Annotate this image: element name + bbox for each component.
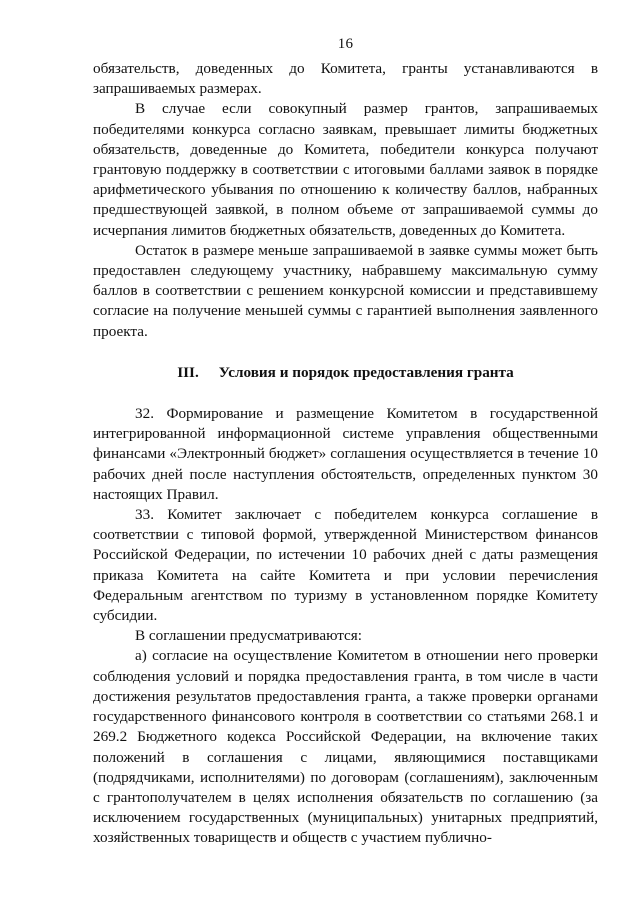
paragraph-grant-distribution: В случае если совокупный размер грантов, запрашиваемых победителями конкурса согласно заявкам, превышает лимиты бюджетных обязательств, доведенные до Комитета, победители конкурса получают грантовую поддержку в соответствии с итоговыми баллами заявок в порядке арифметического убывания по отношению к количеству баллов, набранных предшествующей заявкой, в полном объеме от запрашиваемой суммы до исчерпания лимитов бюджетных обязательств, доведенных до Комитета. <box>93 100 598 239</box>
paragraph-item-a: а) согласие на осуществление Комитетом в отношении него проверки соблюдения условий и порядка предоставления гранта, в том числе в части достижения результатов предоставления гранта, а также проверки органами государственного финансового контроля в соответствии со статьями 268.1 и 269.2 Бюджетного кодекса Российской Федерации, на включение таких положений в соглашения с лицами, являющимися поставщиками (подрядчиками, исполнителями) по договорам (соглашениям), заключенным с грантополучателем в целях исполнения обязательств по соглашению (за исключением государственных (муниципальных) унитарных предприятий, хозяйственных товариществ и обществ с участием публично- <box>93 647 598 847</box>
section-heading <box>93 363 598 383</box>
section-title: Условия и порядок предоставления гранта <box>218 363 514 381</box>
page-number: 16 <box>337 36 354 52</box>
section-number: III. <box>177 363 199 381</box>
paragraph-agreement-intro: В соглашении предусматриваются: <box>135 627 363 645</box>
paragraph-33: 33. Комитет заключает с победителем конкурса соглашение в соответствии с типовой формой, утвержденной Министерством финансов Российской Федерации, по истечении 10 рабочих дней с даты размещения приказа Комитета на сайте Комитета и при условии перечисления Федеральным агентством по туризму в установленном порядке Комитету субсидии. <box>93 506 598 625</box>
paragraph-remainder: Остаток в размере меньше запрашиваемой в заявке суммы может быть предоставлен следующему участнику, набравшему максимальную сумму баллов в соответствии с решением конкурсной комиссии и представившему согласие на получение меньшей суммы с гарантией выполнения заявленного проекта. <box>93 241 598 340</box>
paragraph-continuation: обязательств, доведенных до Комитета, гранты устанавливаются в запрашиваемых размерах. <box>93 60 598 98</box>
paragraph-32: 32. Формирование и размещение Комитетом в государственной интегрированной информационной системе управления общественными финансами «Электронный бюджет» соглашения осуществляется в течение 10 рабочих дней после наступления обстоятельств, определенных пунктом 30 настоящих Правил. <box>93 405 598 503</box>
document-page <box>93 36 598 849</box>
